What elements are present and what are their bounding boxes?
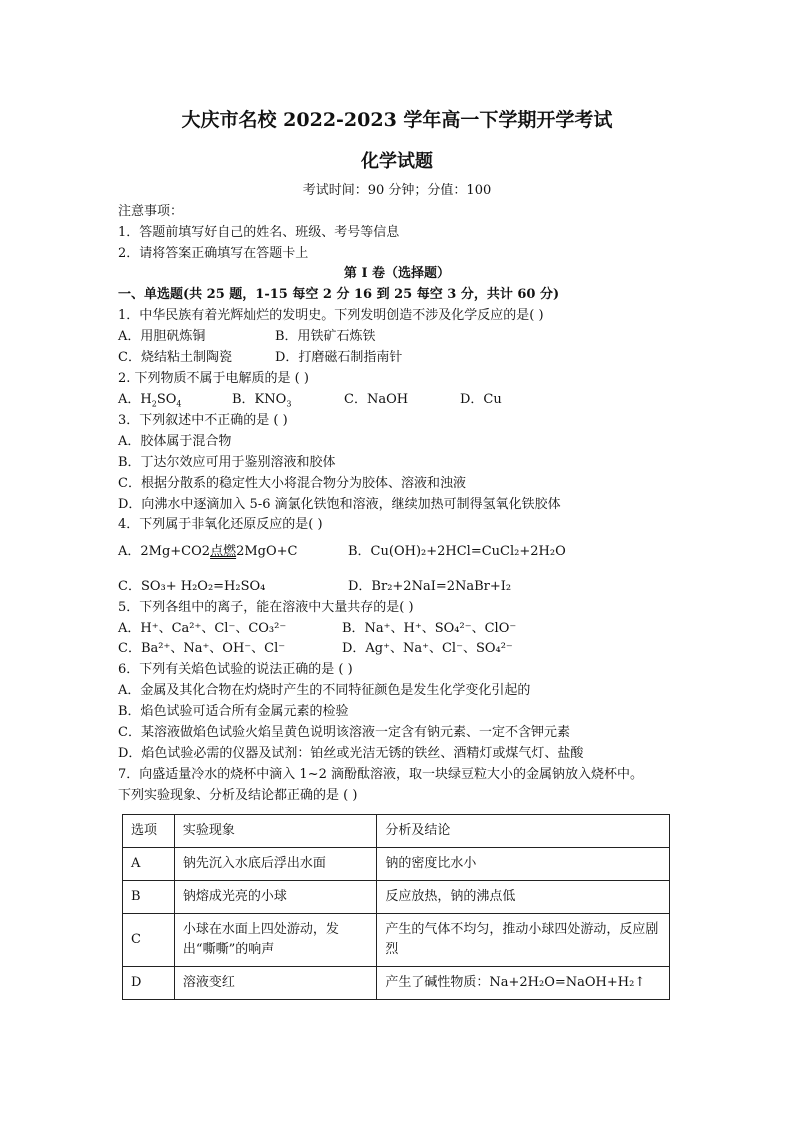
q4-option-c: C．SO₃+ H₂O₂=H₂SO₄ bbox=[118, 579, 266, 594]
table-header-cell: 分析及结论 bbox=[377, 815, 670, 848]
question-3-stem: 3．下列叙述中不正确的是 ( ) bbox=[118, 413, 288, 428]
question-4-stem: 4．下列属于非氧化还原反应的是( ) bbox=[118, 517, 323, 532]
table-cell: 钠先沉入水底后浮出水面 bbox=[174, 848, 376, 881]
q3-option-b: B．丁达尔效应可用于鉴别溶液和胶体 bbox=[118, 455, 336, 470]
table-cell: 小球在水面上四处游动，发出“嘶嘶”的响声 bbox=[174, 914, 376, 967]
q6-option-b: B．焰色试验可适合所有金属元素的检验 bbox=[118, 704, 349, 719]
q4-option-b: B．Cu(OH)₂+2HCl=CuCl₂+2H₂O bbox=[348, 544, 566, 559]
table-cell: 反应放热，钠的沸点低 bbox=[377, 881, 670, 914]
table-cell: 钠熔成光亮的小球 bbox=[174, 881, 376, 914]
table-cell: A bbox=[123, 848, 175, 881]
question-2-stem: 2. 下列物质不属于电解质的是 ( ) bbox=[118, 371, 309, 386]
q5-option-c: C．Ba²⁺、Na⁺、OH⁻、Cl⁻ bbox=[118, 641, 286, 656]
q1-option-c: C．烧结粘土制陶瓷 bbox=[118, 350, 232, 365]
table-cell: 溶液变红 bbox=[174, 967, 376, 1000]
q4-option-a: A．2Mg+CO2点燃2MgO+C bbox=[118, 544, 298, 559]
table-row bbox=[123, 967, 670, 1000]
q3-option-c: C．根据分散系的稳定性大小将混合物分为胶体、溶液和浊液 bbox=[118, 476, 466, 491]
q1-option-a: A．用胆矾炼铜 bbox=[118, 329, 206, 344]
table-row bbox=[123, 848, 670, 881]
table-row bbox=[123, 914, 670, 967]
part-heading: 一、单选题(共 25 题，1-15 每空 2 分 16 到 25 每空 3 分，共计 60 分) bbox=[118, 287, 560, 302]
question-7-stem: 7．向盛适量冷水的烧杯中滴入 1~2 滴酚酞溶液，取一块绿豆粒大小的金属钠放入烧杯中。 bbox=[118, 767, 643, 782]
q2-option-b: B．$KNO_3$ bbox=[232, 392, 292, 409]
table-cell: 产生了碱性物质：Na+2H₂O=NaOH+H₂↑ bbox=[377, 967, 670, 1000]
notes-heading: 注意事项： bbox=[118, 204, 184, 219]
q4-option-d: D．Br₂+2NaI=2NaBr+I₂ bbox=[348, 579, 512, 594]
table-row bbox=[123, 881, 670, 914]
q6-option-a: A．金属及其化合物在灼烧时产生的不同特征颜色是发生化学变化引起的 bbox=[118, 683, 531, 698]
q5-option-d: D．Ag⁺、Na⁺、Cl⁻、SO₄²⁻ bbox=[342, 641, 513, 656]
table-cell: 钠的密度比水小 bbox=[377, 848, 670, 881]
table-cell: C bbox=[123, 914, 175, 967]
q5-option-a: A．H⁺、Ca²⁺、Cl⁻、CO₃²⁻ bbox=[118, 621, 287, 636]
exam-subtitle: 化学试题 bbox=[361, 151, 433, 172]
q2-option-d: D．Cu bbox=[460, 392, 502, 407]
table-header-cell: 选项 bbox=[123, 815, 175, 848]
table-cell: B bbox=[123, 881, 175, 914]
question-6-stem: 6．下列有关焰色试验的说法正确的是 ( ) bbox=[118, 662, 353, 677]
table-cell: 产生的气体不均匀，推动小球四处游动，反应剧烈 bbox=[377, 914, 670, 967]
reaction-condition: 点燃 bbox=[210, 544, 237, 559]
note-item: 1．答题前填写好自己的姓名、班级、考号等信息 bbox=[118, 225, 400, 240]
q1-option-b: B．用铁矿石炼铁 bbox=[275, 329, 376, 344]
q5-option-b: B．Na⁺、H⁺、SO₄²⁻、ClO⁻ bbox=[342, 621, 517, 636]
table-cell: D bbox=[123, 967, 175, 1000]
note-item: 2．请将答案正确填写在答题卡上 bbox=[118, 246, 309, 261]
experiment-table bbox=[122, 814, 670, 1000]
exam-title: 大庆市名校 2022-2023 学年高一下学期开学考试 bbox=[181, 109, 613, 131]
question-5-stem: 5．下列各组中的离子，能在溶液中大量共存的是( ) bbox=[118, 600, 414, 615]
question-1-stem: 1．中华民族有着光辉灿烂的发明史。下列发明创造不涉及化学反应的是( ) bbox=[118, 308, 544, 323]
table-header-cell: 实验现象 bbox=[174, 815, 376, 848]
q6-option-d: D．焰色试验必需的仪器及试剂：铂丝或光洁无锈的铁丝、酒精灯或煤气灯、盐酸 bbox=[118, 746, 584, 761]
exam-info: 考试时间：90 分钟；分值：100 bbox=[302, 183, 492, 198]
table-header-row bbox=[123, 815, 670, 848]
q6-option-c: C．某溶液做焰色试验火焰呈黄色说明该溶液一定含有钠元素、一定不含钾元素 bbox=[118, 725, 570, 740]
question-7-stem-cont: 下列实验现象、分析及结论都正确的是 ( ) bbox=[118, 788, 358, 803]
q2-option-c: C．NaOH bbox=[344, 392, 409, 407]
q1-option-d: D．打磨磁石制指南针 bbox=[275, 350, 403, 365]
q3-option-a: A．胶体属于混合物 bbox=[118, 434, 232, 449]
section-title: 第 I 卷（选择题） bbox=[343, 266, 451, 281]
q2-option-a: A．$H_2SO_4$ bbox=[118, 392, 182, 409]
q3-option-d: D．向沸水中逐滴加入 5-6 滴氯化铁饱和溶液，继续加热可制得氢氧化铁胶体 bbox=[118, 497, 561, 512]
